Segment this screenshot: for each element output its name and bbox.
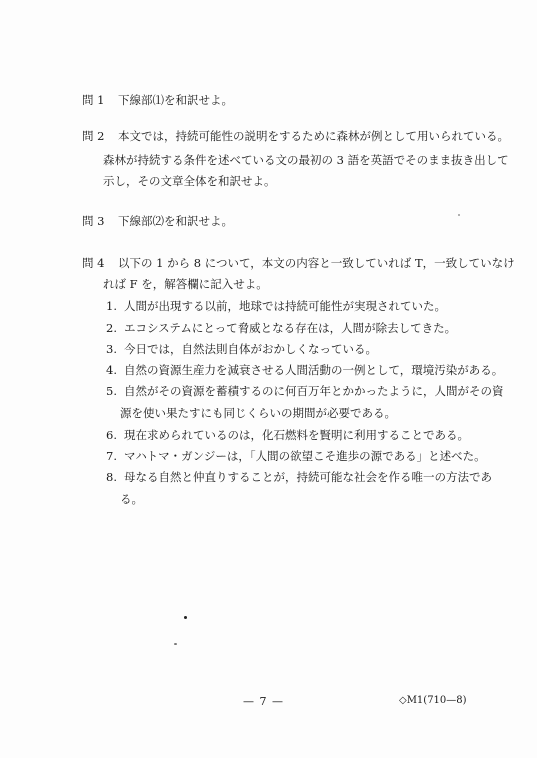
item-text: 自然がその資源を蓄積するのに何百万年とかかったように，人間がその資 xyxy=(124,384,504,398)
list-item xyxy=(106,451,486,463)
item-number: 6. xyxy=(106,428,117,442)
list-item xyxy=(106,430,469,442)
item-text: エコシステムにとって脅威となる存在は，人間が除去してきた。 xyxy=(124,321,457,335)
item-number: 3. xyxy=(106,342,117,356)
item-text-continued: る。 xyxy=(120,492,143,506)
item-text: マハトマ・ガンジーは，「人間の欲望こそ進歩の源である」と述べた。 xyxy=(124,449,486,463)
list-item xyxy=(106,344,377,356)
list-item xyxy=(106,386,504,398)
question-3-number: 問 3 xyxy=(82,214,105,228)
question-3-text: 下線部⑵を和訳せよ。 xyxy=(118,214,233,228)
item-text: 母なる自然と仲直りすることが，持続可能な社会を作る唯一の方法であ xyxy=(124,470,492,484)
question-1 xyxy=(82,95,233,107)
scan-speck xyxy=(458,214,460,216)
question-3 xyxy=(82,216,233,228)
question-2-line-1: 本文では，持続可能性の説明をするために森林が例として用いられている。 xyxy=(118,129,509,143)
item-number: 5. xyxy=(106,384,117,398)
question-2-line-3: 示し，その文章全体を和訳せよ。 xyxy=(103,174,276,188)
exam-code: ◇M1(710—8) xyxy=(399,695,467,706)
question-2-line-2: 森林が持続する条件を述べている文の最初の 3 語を英語でそのまま抜き出して xyxy=(103,153,509,167)
list-item xyxy=(106,323,456,335)
question-4 xyxy=(82,258,515,270)
item-number: 4. xyxy=(106,363,117,377)
question-2-number: 問 2 xyxy=(82,129,105,143)
list-item xyxy=(106,472,492,484)
item-number: 1. xyxy=(106,299,117,313)
item-text: 現在求められているのは，化石燃料を賢明に利用することである。 xyxy=(124,428,469,442)
item-number: 7. xyxy=(106,449,117,463)
list-item xyxy=(106,365,503,377)
item-text: 自然の資源生産力を減衰させる人間活動の一例として，環境汚染がある。 xyxy=(124,363,504,377)
scan-speck xyxy=(174,643,177,645)
page-number: — 7 — xyxy=(243,695,284,708)
question-4-line-1: 以下の 1 から 8 について，本文の内容と一致していれば T，一致していなけ xyxy=(118,256,515,270)
question-4-line-2: れば F を，解答欄に記入せよ。 xyxy=(103,277,268,291)
question-1-number: 問 1 xyxy=(82,93,105,107)
item-text: 今日では，自然法則自体がおかしくなっている。 xyxy=(124,342,377,356)
item-text-continued: 源を使い果たすにも同じくらいの期間が必要である。 xyxy=(120,406,396,420)
question-4-number: 問 4 xyxy=(82,256,105,270)
item-number: 8. xyxy=(106,470,117,484)
item-number: 2. xyxy=(106,321,117,335)
item-text: 人間が出現する以前，地球では持続可能性が実現されていた。 xyxy=(124,299,446,313)
list-item xyxy=(106,301,446,313)
question-1-text: 下線部⑴を和訳せよ。 xyxy=(118,93,233,107)
scan-speck xyxy=(184,616,187,619)
question-2 xyxy=(82,131,509,143)
